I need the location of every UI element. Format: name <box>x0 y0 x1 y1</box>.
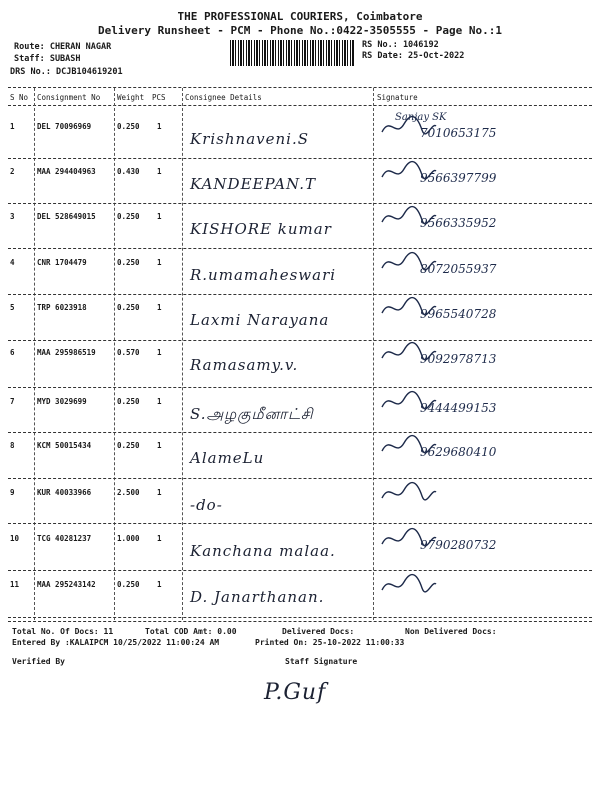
row-consignment: TCG 40281237 <box>37 534 92 543</box>
col-weight: Weight <box>117 93 145 102</box>
row-rule <box>8 617 592 618</box>
row-pcs: 1 <box>157 258 162 267</box>
row-weight: 0.250 <box>117 122 140 131</box>
row-consignee-handwritten: AlameLu <box>190 449 265 467</box>
barcode-image <box>230 40 355 66</box>
row-consignee-handwritten: -do- <box>190 496 223 514</box>
row-signature-phone: 9444499153 <box>420 401 497 415</box>
row-consignee-handwritten: Kanchana malaa. <box>190 542 336 560</box>
printed-on: Printed On: 25-10-2022 11:00:33 <box>255 638 405 647</box>
row-sno: 9 <box>10 488 15 497</box>
row-weight: 0.430 <box>117 167 140 176</box>
row-signature-phone: 9790280732 <box>420 538 497 552</box>
rs-number: RS No.: 1046192 <box>362 40 439 50</box>
entered-by: Entered By :KALAIPCM 10/25/2022 11:00:24 AM <box>12 638 220 647</box>
staff-label: Staff: SUBASH <box>14 54 81 64</box>
row-pcs: 1 <box>157 534 162 543</box>
row-signature-phone: 9629680410 <box>420 445 497 459</box>
row-consignment: TRP 6023918 <box>37 303 87 312</box>
row-sno: 11 <box>10 580 20 589</box>
row-rule <box>8 340 592 341</box>
row-sno: 5 <box>10 303 15 312</box>
header-top-rule <box>8 87 592 88</box>
signature-scribble-icon <box>378 204 438 230</box>
signature-scribble-icon <box>378 433 438 459</box>
signature-scribble-icon <box>378 480 438 506</box>
row-rule <box>8 203 592 204</box>
row-consignment: KUR 40033966 <box>37 488 92 497</box>
row-weight: 0.250 <box>117 397 140 406</box>
footer-rule <box>8 621 592 622</box>
col-sno: S No <box>10 93 29 102</box>
row-consignee-handwritten: S.அழகுமீனாட்சி <box>190 405 314 423</box>
col-divider <box>182 88 183 620</box>
row-consignment: DEL 528649015 <box>37 212 96 221</box>
signature-scribble-icon <box>378 389 438 415</box>
row-consignment: MYD 3029699 <box>37 397 87 406</box>
signature-scribble-icon <box>378 572 438 598</box>
row-sno: 6 <box>10 348 15 357</box>
row-rule <box>8 432 592 433</box>
row-rule <box>8 158 592 159</box>
row-consignment: KCM 50015434 <box>37 441 92 450</box>
row-pcs: 1 <box>157 580 162 589</box>
row-consignee-handwritten: KANDEEPAN.T <box>190 175 316 193</box>
signature-scribble-icon <box>378 114 438 140</box>
row-sno: 4 <box>10 258 15 267</box>
delivered-docs: Delivered Docs: <box>282 627 355 636</box>
row-consignment: DEL 70096969 <box>37 122 92 131</box>
drs-number: DRS No.: DCJB104619201 <box>10 67 123 77</box>
col-consignment: Consignment No <box>37 93 101 102</box>
row-consignment: MAA 295986519 <box>37 348 96 357</box>
row-rule <box>8 523 592 524</box>
row-consignment: MAA 294404963 <box>37 167 96 176</box>
row-signature-phone: 9566397799 <box>420 171 497 185</box>
row-sno: 8 <box>10 441 15 450</box>
row-consignee-handwritten: Laxmi Narayana <box>190 311 330 329</box>
row-consignee-handwritten: R.umamaheswari <box>190 266 337 284</box>
row-sno: 3 <box>10 212 15 221</box>
row-rule <box>8 387 592 388</box>
non-delivered-docs: Non Delivered Docs: <box>405 627 497 636</box>
row-sno: 10 <box>10 534 20 543</box>
row-pcs: 1 <box>157 303 162 312</box>
row-pcs: 1 <box>157 212 162 221</box>
verified-by: Verified By <box>12 657 65 666</box>
col-signature: Signature <box>377 93 418 102</box>
row-signature-name: Sanjay SK <box>395 112 447 123</box>
row-pcs: 1 <box>157 441 162 450</box>
row-consignee-handwritten: KISHORE kumar <box>190 220 332 238</box>
runsheet-title: Delivery Runsheet - PCM - Phone No.:0422-3505555 - Page No.:1 <box>98 24 502 37</box>
staff-signature-mark: P.Guf <box>264 680 327 705</box>
signature-scribble-icon <box>378 159 438 185</box>
col-divider <box>34 88 35 620</box>
row-weight: 0.250 <box>117 212 140 221</box>
row-signature-phone: 9092978713 <box>420 352 497 366</box>
row-weight: 0.250 <box>117 580 140 589</box>
row-pcs: 1 <box>157 167 162 176</box>
signature-scribble-icon <box>378 250 438 276</box>
company-title: THE PROFESSIONAL COURIERS, Coimbatore <box>177 10 423 23</box>
row-rule <box>8 248 592 249</box>
row-signature-phone: 8072055937 <box>420 262 497 276</box>
row-consignee-handwritten: Krishnaveni.S <box>190 130 309 148</box>
row-weight: 2.500 <box>117 488 140 497</box>
row-signature-phone: 7010653175 <box>420 126 497 140</box>
row-weight: 0.250 <box>117 258 140 267</box>
row-consignee-handwritten: D. Janarthanan. <box>190 588 325 606</box>
signature-scribble-icon <box>378 295 438 321</box>
signature-scribble-icon <box>378 340 438 366</box>
row-rule <box>8 570 592 571</box>
row-sno: 7 <box>10 397 15 406</box>
signature-scribble-icon <box>378 526 438 552</box>
row-pcs: 1 <box>157 397 162 406</box>
row-signature-phone: 9566335952 <box>420 216 497 230</box>
header-bottom-rule <box>8 105 592 106</box>
row-pcs: 1 <box>157 488 162 497</box>
col-pcs: PCS <box>152 93 166 102</box>
row-weight: 0.250 <box>117 441 140 450</box>
row-consignee-handwritten: Ramasamy.v. <box>190 356 299 374</box>
row-signature-phone: 9965540728 <box>420 307 497 321</box>
row-consignment: MAA 295243142 <box>37 580 96 589</box>
row-consignment: CNR 1704479 <box>37 258 87 267</box>
col-divider <box>114 88 115 620</box>
row-weight: 1.000 <box>117 534 140 543</box>
staff-signature-label: Staff Signature <box>285 657 358 666</box>
route-label: Route: CHERAN NAGAR <box>14 42 112 52</box>
row-sno: 1 <box>10 122 15 131</box>
row-weight: 0.570 <box>117 348 140 357</box>
row-rule <box>8 294 592 295</box>
row-sno: 2 <box>10 167 15 176</box>
row-rule <box>8 478 592 479</box>
row-pcs: 1 <box>157 348 162 357</box>
total-docs: Total No. Of Docs: 11 <box>12 627 114 636</box>
total-cod: Total COD Amt: 0.00 <box>145 627 237 636</box>
row-weight: 0.250 <box>117 303 140 312</box>
row-pcs: 1 <box>157 122 162 131</box>
col-divider <box>373 88 374 620</box>
rs-date: RS Date: 25-Oct-2022 <box>362 51 465 61</box>
col-consignee: Consignee Details <box>185 93 262 102</box>
